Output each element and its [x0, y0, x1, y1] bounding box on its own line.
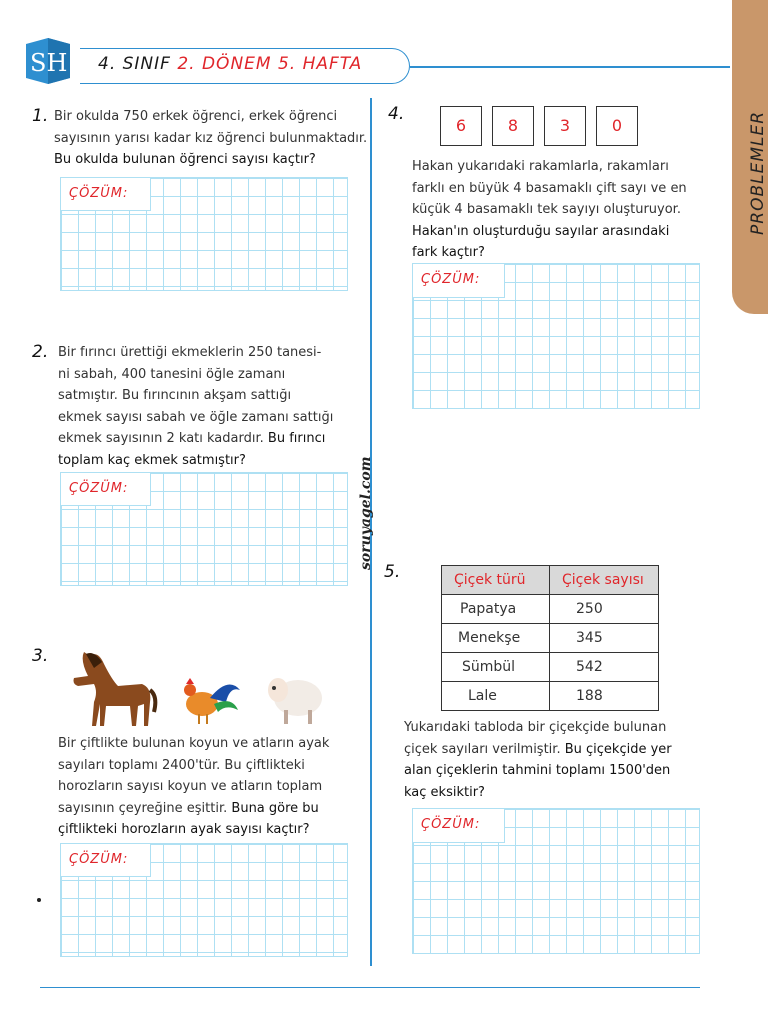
question-1-text	[54, 106, 369, 171]
digit-card: 8	[492, 106, 534, 146]
question-1-line: Bir okulda 750 erkek öğrenci, erkek öğrenci	[54, 109, 338, 124]
question-1-line: sayısının yarısı kadar kız öğrenci bulunmaktadır.	[54, 130, 368, 146]
question-2-line: satmıştır. Bu fırıncının akşam sattığı	[58, 388, 292, 403]
table-row	[442, 682, 659, 711]
table-cell: Menekşe	[442, 624, 550, 653]
question-3-prompt: çiftlikteki horozların ayak sayısı kaçtır?	[58, 822, 310, 837]
question-3-text	[58, 733, 358, 841]
question-1-prompt: Bu okulda bulunan öğrenci sayısı kaçtır?	[54, 152, 316, 167]
digit-card: 6	[440, 106, 482, 146]
question-2-solution-grid[interactable]	[60, 472, 348, 586]
question-2-line: ni sabah, 400 tanesini öğle zamanı	[58, 366, 286, 382]
grade-label: 4. SINIF	[98, 54, 171, 74]
table-header: Çiçek türü	[442, 566, 550, 595]
table-row	[442, 653, 659, 682]
question-4-number: 4.	[388, 104, 405, 124]
question-4-line: Hakan yukarıdaki rakamlarla, rakamları	[412, 159, 669, 174]
solution-label: ÇÖZÜM:	[61, 178, 151, 211]
question-5-text	[404, 717, 714, 803]
table-cell: 188	[550, 682, 659, 711]
question-5-number: 5.	[384, 562, 401, 582]
question-4-prompt: Hakan'ın oluşturduğu sayılar arasındaki	[412, 223, 670, 239]
question-2-line: ekmek sayısı sabah ve öğle zamanı sattığı	[58, 409, 334, 425]
header-rule	[410, 66, 730, 68]
logo-text: SH	[30, 49, 68, 77]
question-2-prompt: toplam kaç ekmek satmıştır?	[58, 452, 246, 468]
question-2-line: ekmek sayısının 2 katı kadardır.	[58, 431, 264, 446]
sheep-icon	[264, 670, 326, 728]
table-row	[442, 595, 659, 624]
category-label: PROBLEMLER	[748, 110, 768, 235]
question-2-prompt-start: Bu fırıncı	[267, 431, 326, 446]
flower-table	[441, 565, 659, 711]
question-5-line: Yukarıdaki tabloda bir çiçekçide bulunan	[404, 720, 667, 735]
table-cell: Papatya	[442, 595, 550, 624]
table-cell: Lale	[442, 682, 550, 711]
category-label-wrap	[748, 85, 768, 235]
question-3-line: Bir çiftlikte bulunan koyun ve atların ayak	[58, 736, 330, 751]
question-5-line: çiçek sayıları verilmiştir.	[404, 741, 561, 757]
question-4-solution-grid[interactable]	[412, 263, 700, 409]
question-4-line: farklı en büyük 4 basamaklı çift sayı ve en	[412, 180, 687, 196]
solution-label: ÇÖZÜM:	[413, 264, 505, 298]
question-3-line: sayısının çeyreğine eşittir.	[58, 800, 228, 816]
period-label: 2. DÖNEM 5. HAFTA	[177, 54, 363, 74]
digit-card: 3	[544, 106, 586, 146]
question-3-number: 3.	[32, 646, 49, 666]
question-5-prompt: kaç eksiktir?	[404, 784, 485, 800]
question-4-line: küçük 4 basamaklı tek sayıyı oluşturuyor.	[412, 202, 681, 217]
question-3-line: horozların sayısı koyun ve atların toplam	[58, 779, 323, 794]
stray-dot	[37, 898, 41, 902]
solution-label: ÇÖZÜM:	[61, 844, 151, 877]
question-5-prompt-start: Bu çiçekçide yer	[564, 741, 672, 757]
page-title	[98, 54, 362, 74]
table-cell: 250	[550, 595, 659, 624]
question-3-prompt-start: Buna göre bu	[231, 800, 319, 816]
table-header: Çiçek sayısı	[550, 566, 659, 595]
question-3-line: sayıları toplamı 2400'tür. Bu çiftlikteki	[58, 757, 305, 773]
table-cell: 345	[550, 624, 659, 653]
question-4-text	[412, 156, 712, 264]
digit-card: 0	[596, 106, 638, 146]
watermark: soruyagel.com	[358, 456, 374, 570]
table-cell: Sümbül	[442, 653, 550, 682]
question-2-text	[58, 342, 358, 471]
horse-icon	[58, 646, 158, 730]
question-2-line: Bir fırıncı ürettiği ekmeklerin 250 tanesi-	[58, 345, 322, 360]
question-5-solution-grid[interactable]	[412, 808, 700, 954]
question-2-number: 2.	[32, 342, 49, 362]
table-row	[442, 624, 659, 653]
question-1-number: 1.	[32, 106, 49, 126]
question-1-solution-grid[interactable]	[60, 177, 348, 291]
question-3-solution-grid[interactable]	[60, 843, 348, 957]
table-cell: 542	[550, 653, 659, 682]
solution-label: ÇÖZÜM:	[413, 809, 505, 843]
question-5-prompt: alan çiçeklerin tahmini toplamı 1500'den	[404, 763, 671, 778]
solution-label: ÇÖZÜM:	[61, 473, 151, 506]
watermark-wrap	[358, 430, 378, 570]
table-header-row	[442, 566, 659, 595]
question-4-prompt: fark kaçtır?	[412, 245, 485, 260]
logo	[22, 38, 74, 84]
rooster-icon	[180, 676, 242, 726]
footer-rule	[40, 987, 700, 988]
